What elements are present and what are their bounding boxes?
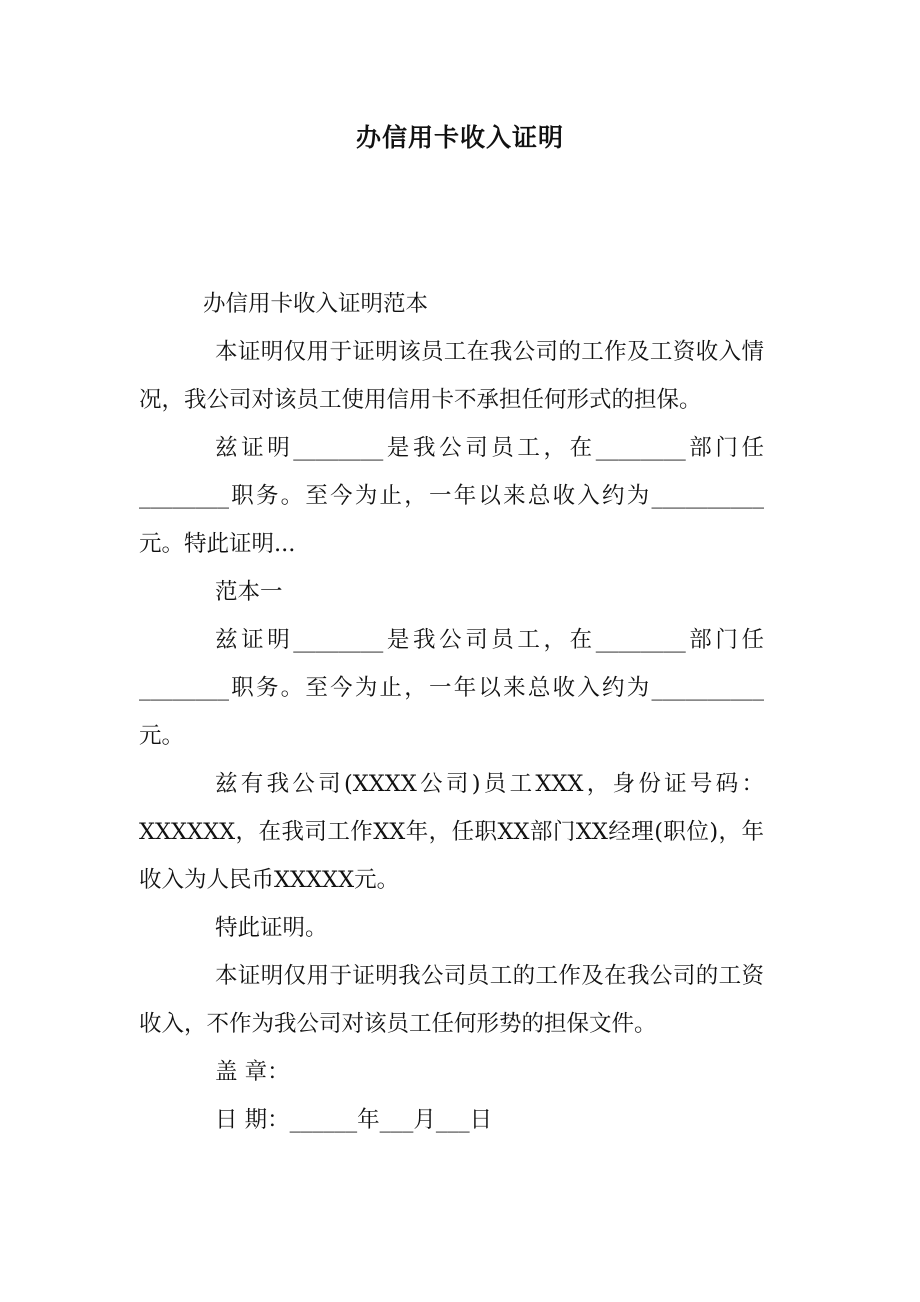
paragraph-template-heading: 办信用卡收入证明范本 xyxy=(203,291,429,317)
paragraph-date: 日 期：______年___月___日 xyxy=(215,1107,493,1133)
paragraph-disclaimer: 本证明仅用于证明该员工在我公司的工作及工资收入情况，我公司对该员工使用信用卡不承担任何形式的担保。 xyxy=(139,339,764,413)
paragraph-certificate-sample-one: 兹证明________是我公司员工，在________部门任________职务。至今为止，一年以来总收入约为__________元。 xyxy=(139,627,764,749)
paragraph-sample-one-heading: 范本一 xyxy=(215,579,283,605)
paragraph-usage-note: 本证明仅用于证明我公司员工的工作及在我公司的工资收入，不作为我公司对该员工任何形势的担保文件。 xyxy=(139,963,764,1037)
document-title: 办信用卡收入证明 xyxy=(355,123,564,152)
document-body xyxy=(139,280,764,1144)
paragraph-hereby-certify: 特此证明。 xyxy=(215,915,328,941)
paragraph-employee-details: 兹有我公司(XXXX公司)员工XXX，身份证号码：XXXXXX，在我司工作XX年，任职XX部门XX经理(职位)，年收入为人民币XXXXX元。 xyxy=(139,771,764,893)
paragraph-certificate-template: 兹证明________是我公司员工，在________部门任________职务。至今为止，一年以来总收入约为__________元。特此证明... xyxy=(139,435,764,557)
paragraph-seal: 盖 章： xyxy=(215,1059,290,1085)
